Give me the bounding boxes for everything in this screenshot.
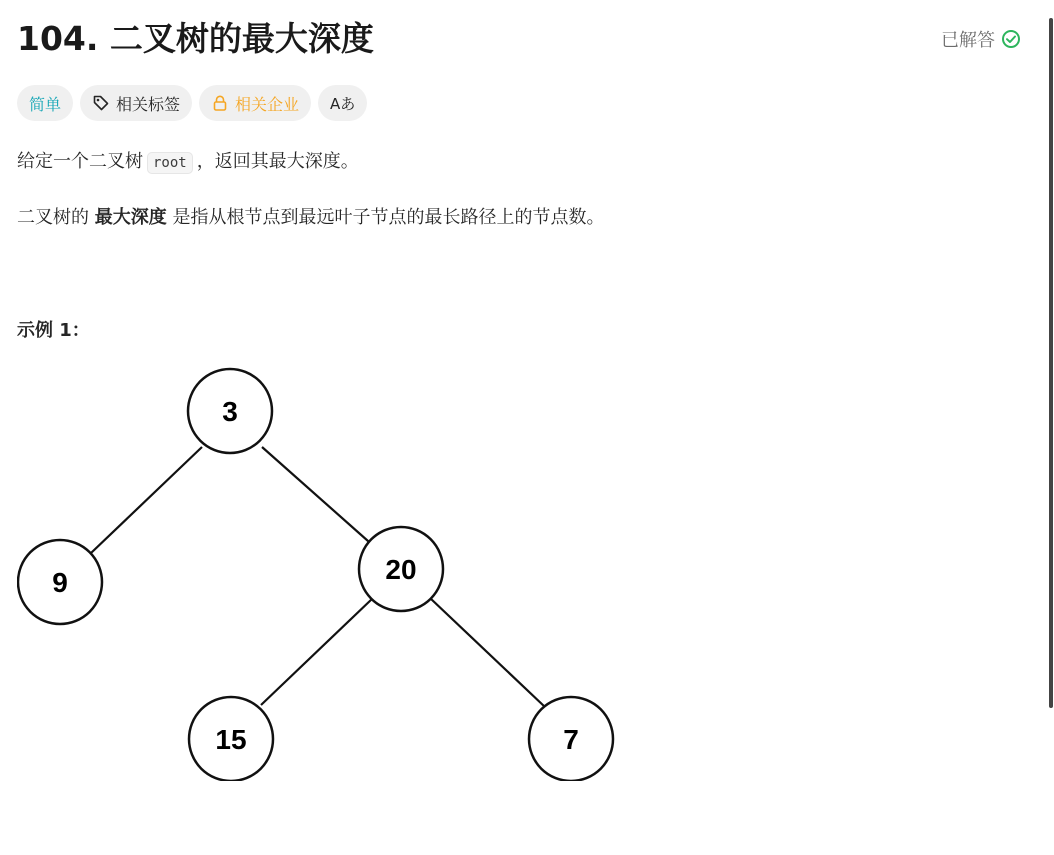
solved-status [941,26,1021,52]
edge-3-9 [91,447,202,553]
tree-node-3-label: 3 [222,396,238,427]
tree-node-9-label: 9 [52,567,68,598]
related-companies-label: 相关企业 [235,94,300,114]
edge-3-20 [262,447,377,549]
p1-text-after: ，返回其最大深度。 [196,151,359,172]
problem-title: 104. 二叉树的最大深度 [17,19,374,58]
tree-node-7-label: 7 [563,724,579,755]
tree-node-9 [18,540,102,624]
p2-text-before: 二叉树的 [17,207,89,228]
tree-node-20 [359,527,443,611]
description-paragraph-2 [17,204,604,232]
p2-bold-term: 最大深度 [94,207,167,228]
binary-tree-diagram [17,360,637,785]
difficulty-label: 简单 [29,94,62,114]
tree-node-7 [529,697,613,781]
p1-text-before: 给定一个二叉树 [17,151,143,172]
description-paragraph-1 [17,148,359,177]
related-companies-button[interactable] [199,85,311,121]
related-tags-button[interactable] [80,85,192,121]
tag-icon [92,94,110,112]
check-circle-icon [1001,29,1021,49]
edge-20-15 [261,598,373,705]
edge-20-7 [430,598,545,707]
scrollbar-thumb[interactable] [1049,18,1053,708]
lock-icon [211,94,229,112]
difficulty-badge[interactable] [17,85,73,121]
p2-text-after: 是指从根节点到最远叶子节点的最长路径上的节点数。 [172,207,605,228]
inline-code-root: root [147,152,193,174]
diagram-bottom-crop [17,781,637,785]
translate-icon: Aあ [330,94,356,113]
scrollbar-track[interactable] [1048,0,1054,855]
tree-node-15 [189,697,273,781]
translate-button[interactable] [318,85,367,121]
related-tags-label: 相关标签 [116,94,181,114]
title-row [17,17,1021,61]
tree-node-20-label: 20 [385,554,417,585]
example-title: 示例 1： [17,320,90,341]
tree-node-15-label: 15 [215,724,247,755]
tree-node-3 [188,369,272,453]
solved-status-label: 已解答 [941,30,995,51]
tree-edges [91,447,545,707]
tag-bar [17,85,367,121]
